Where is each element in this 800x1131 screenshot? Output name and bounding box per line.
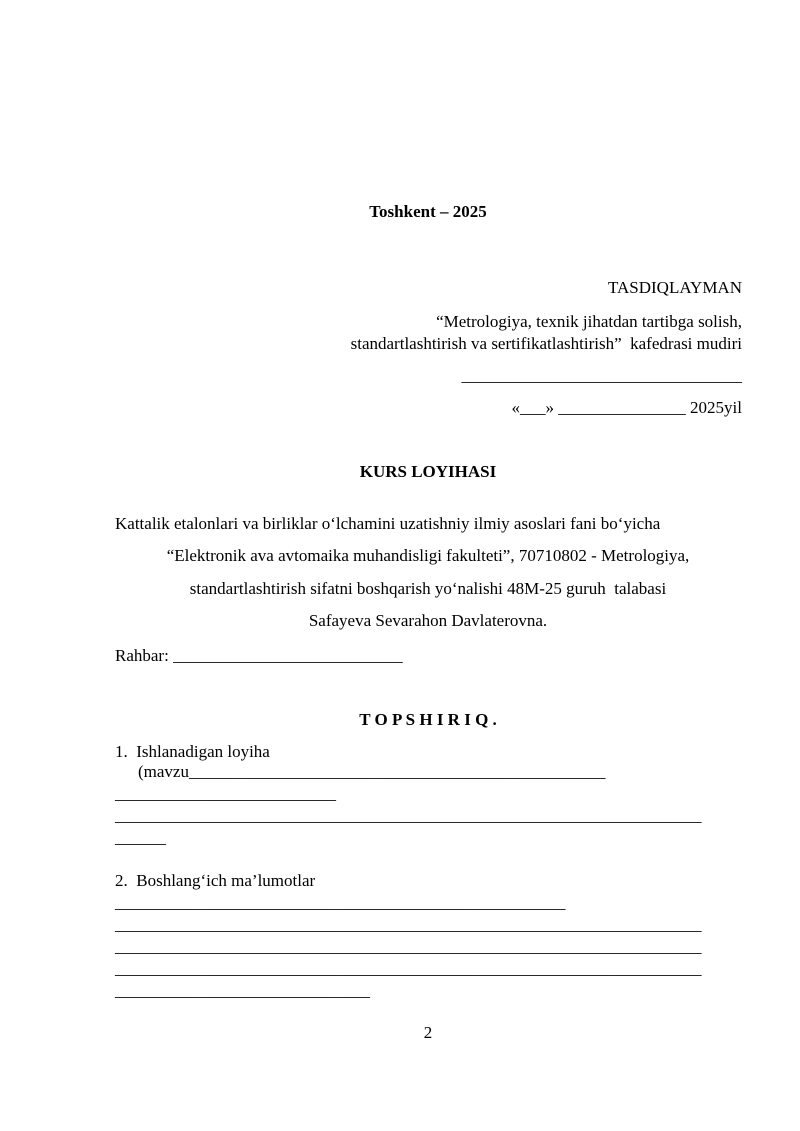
- description-line-4: Safayeva Sevarahon Davlaterovna.: [308, 611, 548, 630]
- approval-signature-line: _________________________________: [461, 366, 742, 385]
- description-line-3: standartlashtirish sifatni boshqarish yo‘nalishi 48M-25 guruh talabasi: [189, 579, 667, 598]
- document-heading: KURS LOYIHASI: [359, 462, 497, 481]
- page-number: 2: [423, 1023, 433, 1042]
- task-item-2-blank-line: _____________________________________________________________________: [115, 959, 702, 978]
- task-heading: T O P S H I R I Q .: [359, 710, 497, 729]
- task-item-1-blank-line: __________________________: [115, 784, 336, 803]
- task-item-1-topic-line: (mavzu_________________________________________________: [138, 762, 606, 781]
- approval-date-line: «___» _______________ 2025yil: [511, 398, 742, 417]
- approval-title: TASDIQLAYMAN: [607, 278, 742, 297]
- task-item-2-blank-line: ______________________________: [115, 981, 370, 1000]
- task-item-2-blank-line: _____________________________________________________________________: [115, 937, 702, 956]
- task-item-1-label: 1. Ishlanadigan loyiha: [115, 742, 270, 761]
- approval-line-1: “Metrologiya, texnik jihatdan tartibga solish,: [436, 312, 742, 331]
- task-item-1-blank-line: ______: [115, 828, 166, 847]
- description-line-1: Kattalik etalonlari va birliklar o‘lchamini uzatishniy ilmiy asoslari fani bo‘yicha: [115, 514, 661, 533]
- description-line-2: “Elektronik ava avtomaika muhandisligi fakulteti”, 70710802 - Metrologiya,: [166, 546, 690, 565]
- task-item-1-blank-line: _____________________________________________________________________: [115, 806, 702, 825]
- approval-line-2: standartlashtirish va sertifikatlashtirish” kafedrasi mudiri: [350, 334, 742, 353]
- supervisor-line: Rahbar: ___________________________: [115, 646, 403, 665]
- task-item-2-blank-line: _____________________________________________________: [115, 893, 566, 912]
- city-year: Toshkent – 2025: [369, 202, 487, 221]
- task-item-2-blank-line: _____________________________________________________________________: [115, 915, 702, 934]
- task-item-2-label: 2. Boshlang‘ich ma’lumotlar: [115, 871, 316, 890]
